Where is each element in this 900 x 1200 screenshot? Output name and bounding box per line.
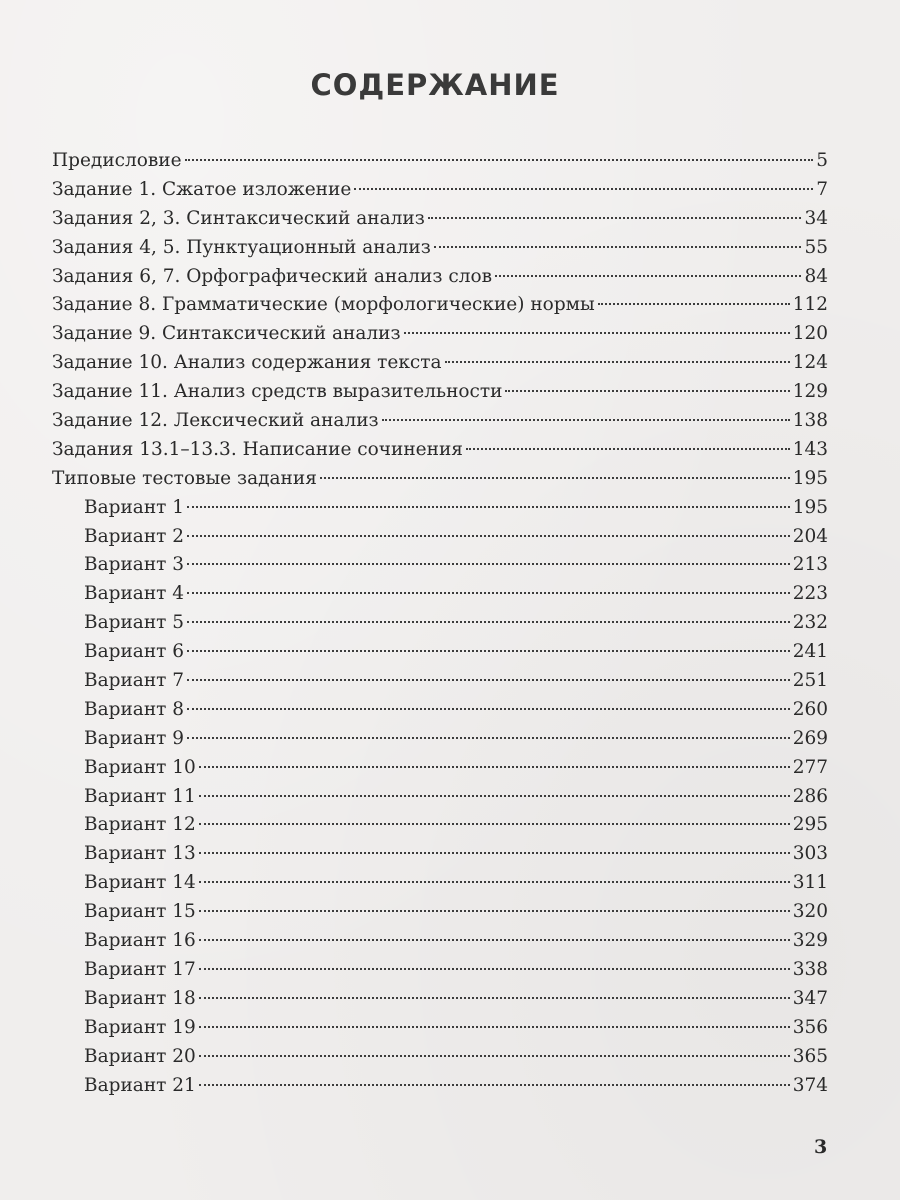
toc-entry [52,349,828,378]
toc-variant [52,725,828,754]
toc-entry-label: Задание 10. Анализ содержания текста [52,352,442,374]
toc-entry-page: 7 [816,178,828,200]
page-number: 3 [814,1136,828,1158]
toc-variant-label: Вариант 18 [84,987,196,1009]
dot-leader [187,535,790,537]
toc-entry-label: Задания 13.1–13.3. Написание сочинения [52,438,463,460]
toc-variant-label: Вариант 12 [84,814,196,836]
toc-entry-page: 129 [792,381,828,403]
toc-entry [52,320,828,349]
dot-leader [187,621,790,623]
toc-variant-label: Вариант 8 [84,698,185,720]
dot-leader [320,477,790,479]
toc-variant [52,927,828,956]
toc-entry-label: Предисловие [52,150,182,171]
toc-entry-page: 124 [792,352,828,374]
dot-leader [428,217,802,219]
toc-entry-label: Задания 2, 3. Синтаксический анализ [52,207,425,229]
toc-variant-page: 320 [792,901,828,923]
toc-variant-page: 365 [792,1045,828,1067]
dot-leader [199,997,790,999]
dot-leader [199,1026,790,1028]
dot-leader [466,448,790,450]
toc-variant-label: Вариант 7 [84,670,185,692]
toc-variant-page: 269 [792,727,828,749]
toc-variant [52,667,828,696]
toc-variant-page: 356 [792,1016,828,1038]
toc-entry-page: 55 [804,236,828,258]
toc-entry [52,291,828,320]
toc-variant-page: 213 [792,554,828,576]
toc-variant [52,783,828,812]
dot-leader [434,246,802,248]
toc-variant-page: 251 [792,670,828,692]
dot-leader [598,303,790,305]
toc-variant [52,551,828,580]
toc-variant-label: Вариант 17 [84,958,196,980]
toc-variant [52,956,828,985]
dot-leader [185,159,814,161]
toc-entry-page: 34 [804,207,828,229]
toc-variant-page: 277 [792,756,828,778]
toc-variant [52,811,828,840]
toc-variant-label: Вариант 4 [84,583,185,605]
toc-variant-label: Вариант 15 [84,901,196,923]
toc-variant-page: 338 [792,958,828,980]
toc-variant-label: Вариант 10 [84,756,196,778]
toc-variant-page: 303 [792,843,828,865]
toc-entry-label: Задание 9. Синтаксический анализ [52,323,401,345]
toc-variant [52,985,828,1014]
dot-leader [199,823,790,825]
toc-variant-label: Вариант 2 [84,525,185,547]
toc-variant [52,898,828,927]
dot-leader [445,361,790,363]
dot-leader [199,795,790,797]
dot-leader [495,275,801,277]
toc-variant-label: Вариант 21 [84,1074,196,1096]
toc-entry [52,465,828,494]
dot-leader [187,679,790,681]
toc-entry-page: 195 [792,467,828,489]
toc-entry-label: Задание 8. Грамматические (морфологические) нормы [52,294,595,316]
toc-variant-label: Вариант 14 [84,872,196,894]
toc-variant [52,1014,828,1043]
toc-variant-page: 204 [792,525,828,547]
toc-variant-page: 260 [792,698,828,720]
toc-entry-label: Задание 1. Сжатое изложение [52,178,352,200]
toc-variant-label: Вариант 3 [84,554,185,576]
toc-variant-label: Вариант 11 [84,785,196,807]
toc-entry [52,436,828,465]
dot-leader [354,188,813,190]
dot-leader [187,650,790,652]
toc-variant-page: 329 [792,930,828,952]
dot-leader [187,708,790,710]
toc-variant-label: Вариант 6 [84,641,185,663]
toc-variant [52,1072,828,1101]
dot-leader [199,968,790,970]
toc-variant-label: Вариант 13 [84,843,196,865]
toc-variant [52,494,828,523]
toc-variant [52,523,828,552]
toc-variant [52,609,828,638]
toc-entry [52,407,828,436]
toc-variant [52,580,828,609]
toc-variant [52,696,828,725]
dot-leader [187,737,790,739]
toc-entry [52,234,828,263]
toc-variant [52,754,828,783]
toc-variant [52,1043,828,1072]
dot-leader [199,910,790,912]
toc-entry [52,147,828,176]
dot-leader [199,852,790,854]
dot-leader [199,939,790,941]
toc-entry [52,205,828,234]
toc-variant [52,869,828,898]
dot-leader [187,592,790,594]
toc-entry-page: 84 [804,265,828,287]
toc-entry-label: Типовые тестовые задания [52,467,317,489]
dot-leader [199,881,790,883]
toc-variant-page: 223 [792,583,828,605]
dot-leader [505,390,789,392]
toc-entry-label: Задание 12. Лексический анализ [52,410,379,432]
toc-variant-label: Вариант 19 [84,1016,196,1038]
dot-leader [404,332,790,334]
toc-entry [52,176,828,205]
toc-variant-label: Вариант 9 [84,727,185,749]
toc-entry-page: 120 [792,323,828,345]
toc-entry-label: Задания 6, 7. Орфографический анализ слов [52,265,493,287]
toc-variant-page: 195 [792,496,828,518]
dot-leader [199,1084,790,1086]
toc-entry [52,263,828,292]
toc-variant [52,638,828,667]
toc-variant-page: 286 [792,785,828,807]
toc-entry [52,378,828,407]
toc-variant-label: Вариант 5 [84,612,185,634]
toc-entry-page: 138 [792,410,828,432]
toc-entry-page: 5 [816,150,828,171]
dot-leader [199,766,790,768]
toc-variant-page: 295 [792,814,828,836]
toc-variant-page: 374 [792,1074,828,1096]
dot-leader [382,419,790,421]
toc-variant-label: Вариант 16 [84,930,196,952]
toc-variant-page: 232 [792,612,828,634]
table-of-contents [52,147,828,1100]
toc-variant-page: 311 [792,872,828,894]
toc-variant-label: Вариант 1 [84,496,185,518]
toc-entry-label: Задание 11. Анализ средств выразительности [52,381,503,403]
toc-entry-page: 112 [792,294,828,316]
toc-variant [52,840,828,869]
toc-entry-page: 143 [792,438,828,460]
toc-variant-page: 241 [792,641,828,663]
dot-leader [187,506,790,508]
toc-variant-label: Вариант 20 [84,1045,196,1067]
toc-entry-label: Задания 4, 5. Пунктуационный анализ [52,236,431,258]
dot-leader [199,1055,790,1057]
page-title: СОДЕРЖАНИЕ [310,68,560,102]
toc-variant-page: 347 [792,987,828,1009]
dot-leader [187,563,790,565]
